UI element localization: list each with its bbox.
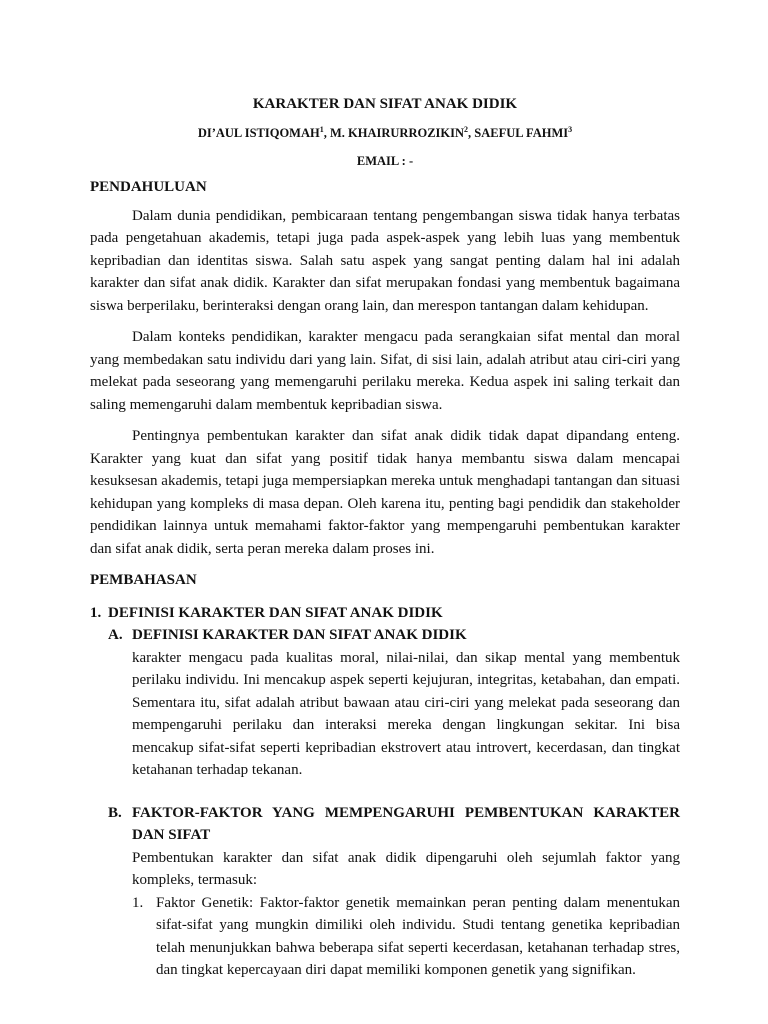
paragraph: Dalam dunia pendidikan, pembicaraan tentang pengembangan siswa tidak hanya terbatas pada pengetahuan akademis, tetapi juga pada aspek-aspek yang lebih luas yang membentuk kepribadian dan identitas siswa. Salah satu aspek yang sangat penting dalam hal ini adalah karakter dan sifat anak didik. Karakter dan sifat merupakan fondasi yang membentuk bagaimana siswa berperilaku, berinteraksi dengan orang lain, dan merespon tantangan dalam kehidupan. [90,207,680,314]
author-name: SAEFUL FAHMI [474,126,569,140]
email-line: EMAIL : - [356,154,414,168]
author-name: M. KHAIRURROZIKIN [329,126,465,140]
document-page [90,94,680,982]
list-item [132,892,680,982]
document-title: KARAKTER DAN SIFAT ANAK DIDIK [252,96,518,112]
subsection-body [108,624,680,982]
subheading-letter: B. [108,804,122,821]
author-separator: , [323,126,330,140]
author-separator: , [468,126,475,140]
list-number: 1. [132,894,144,911]
subheading-a [108,624,680,647]
author-name: DI’AUL ISTIQOMAH [197,126,320,140]
author-mark: 1 [319,124,324,134]
subsection-number: 1. [90,604,102,621]
author-mark: 2 [464,124,469,134]
section-heading-pendahuluan: PENDAHULUAN [90,179,207,195]
section-heading-pembahasan: PEMBAHASAN [90,572,197,588]
subheading-title: FAKTOR-FAKTOR YANG MEMPENGARUHI PEMBENTUKAN KARAKTER DAN SIFAT [132,804,680,843]
author-mark: 3 [568,124,573,134]
subsection-heading [90,602,680,625]
subheading-letter: A. [108,627,123,643]
spacer [108,782,680,802]
body-text: karakter mengacu pada kualitas moral, nilai-nilai, dan sikap mental yang membentuk perilaku individu. Ini mencakup aspek seperti kejujuran, integritas, ketabahan, dan empati. Sementara itu, sifat adalah atribut bawaan atau ciri-ciri yang melekat pada seseorang dan mempengaruhi perilaku dan interaksi mereka dengan lingkungan sekitar. Ini bisa mencakup sifat-sifat seperti kepribadian ekstrovert atau introvert, kecerdasan, dan tingkat ketahanan terhadap tekanan. [132,649,680,778]
list-text: Faktor Genetik: Faktor-faktor genetik memainkan peran penting dalam menentukan sifat-sifat yang mungkin dimiliki oleh individu. Studi tentang genetika kepribadian telah menunjukkan bahwa beberapa sifat seperti kecerdasan, ketahanan terhadap stres, dan tingkat kepercayaan diri dapat memiliki komponen genetik yang signifikan. [156,894,680,978]
subheading-b [108,802,680,847]
paragraph: Dalam konteks pendidikan, karakter mengacu pada serangkaian sifat mental dan moral yang membedakan satu individu dari yang lain. Sifat, di sisi lain, adalah atribut atau ciri-ciri yang melekat pada seseorang yang memengaruhi perilaku mereka. Kedua aspek ini saling terkait dan saling memengaruhi dalam membentuk kepribadian siswa. [90,329,680,413]
subheading-title: DEFINISI KARAKTER DAN SIFAT ANAK DIDIK [132,627,467,643]
paragraph: Pentingnya pembentukan karakter dan sifat anak didik tidak dapat dipandang enteng. Karakter yang kuat dan sifat yang positif tidak hanya membantu siswa dalam mencapai kesuksesan akademis, tetapi juga mempersiapkan mereka untuk menghadapi tantangan dan situasi kehidupan yang kompleks di masa depan. Oleh karena itu, penting bagi pendidik dan stakeholder pendidikan lainnya untuk memahami faktor-faktor yang mempengaruhi pembentukan karakter dan sifat anak didik, serta peran mereka dalam proses ini. [90,428,680,557]
author-line [90,124,680,142]
subsection-title: DEFINISI KARAKTER DAN SIFAT ANAK DIDIK [108,604,443,621]
body-text: Pembentukan karakter dan sifat anak didik dipengaruhi oleh sejumlah faktor yang kompleks, termasuk: [132,849,680,888]
